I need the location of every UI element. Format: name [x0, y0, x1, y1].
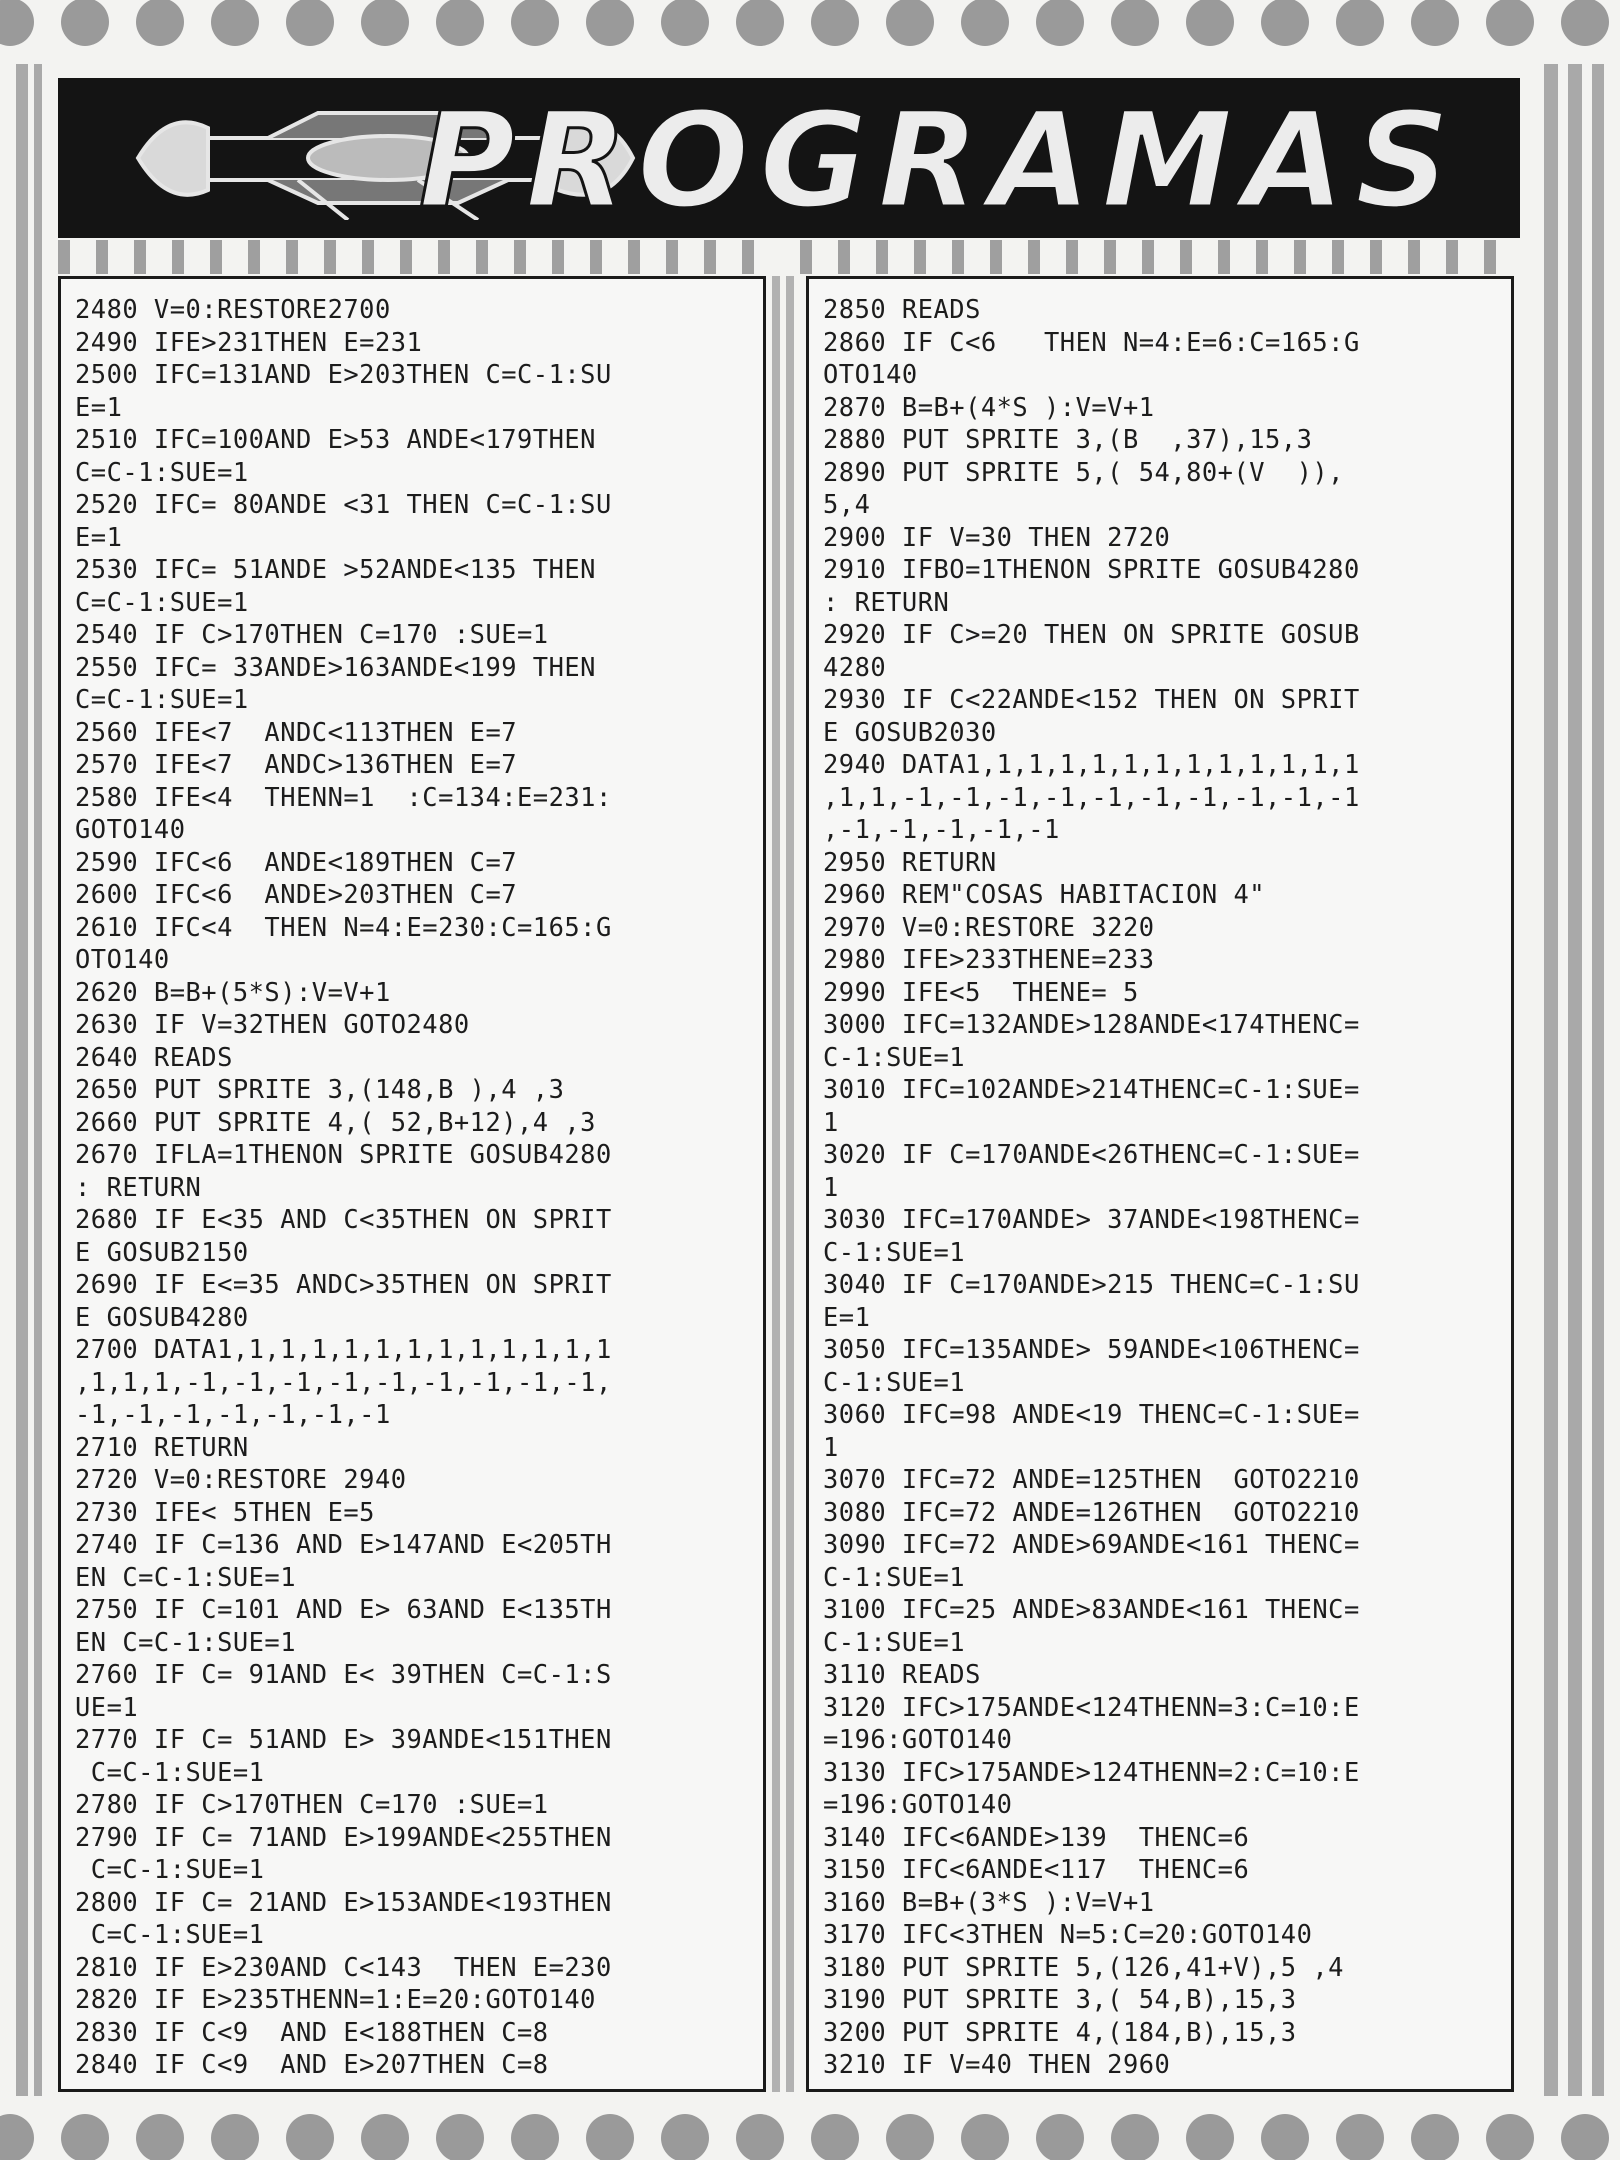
code-line: 2580 IFE<4 THENN=1 :C=134:E=231: [75, 781, 612, 812]
code-line: 2700 DATA1,1,1,1,1,1,1,1,1,1,1,1,1 [75, 1334, 612, 1364]
code-line: 3030 IFC=170ANDE> 37ANDE<198THENC= [823, 1204, 1360, 1234]
code-line: 2900 IF V=30 THEN 2720 [823, 521, 1171, 552]
code-line: 3140 IFC<6ANDE>139 THENC=6 [823, 1821, 1250, 1852]
code-line: 2750 IF C=101 AND E> 63AND E<135TH [75, 1594, 612, 1624]
code-listing-right [806, 276, 1514, 2092]
code-line: =196:GOTO140 [823, 1789, 1013, 1819]
code-line: 2760 IF C= 91AND E< 39THEN C=C-1:S [75, 1659, 612, 1689]
code-line: 2690 IF E<=35 ANDC>35THEN ON SPRIT [75, 1269, 612, 1299]
code-line: C=C-1:SUE=1 [75, 1919, 265, 1949]
code-line: C-1:SUE=1 [823, 1041, 966, 1072]
code-line: OTO140 [75, 944, 170, 974]
code-line: C=C-1:SUE=1 [75, 684, 249, 714]
code-line: 2780 IF C>170THEN C=170 :SUE=1 [75, 1789, 549, 1819]
page-title: PROGRAMAS [418, 84, 1460, 238]
code-line: : RETURN [75, 1171, 202, 1202]
code-line: 3200 PUT SPRITE 4,(184,B),15,3 [823, 2016, 1297, 2047]
code-line: 2870 B=B+(4*S ):V=V+1 [823, 391, 1155, 422]
code-line: 2990 IFE<5 THENE= 5 [823, 976, 1139, 1007]
code-line: 3100 IFC=25 ANDE>83ANDE<161 THENC= [823, 1594, 1360, 1624]
code-line: 3180 PUT SPRITE 5,(126,41+V),5 ,4 [823, 1951, 1344, 1982]
code-line: ,-1,-1,-1,-1,-1 [823, 814, 1060, 844]
code-line: 2660 PUT SPRITE 4,( 52,B+12),4 ,3 [75, 1106, 596, 1137]
code-line: C-1:SUE=1 [823, 1626, 966, 1657]
code-line: 3190 PUT SPRITE 3,( 54,B),15,3 [823, 1984, 1297, 2014]
code-line: EN C=C-1:SUE=1 [75, 1626, 297, 1657]
code-line: E GOSUB2150 [75, 1236, 249, 1267]
code-line: 2570 IFE<7 ANDC>136THEN E=7 [75, 749, 518, 779]
code-line: OTO140 [823, 359, 918, 389]
header-banner [58, 78, 1520, 238]
code-line: 3070 IFC=72 ANDE=125THEN GOTO2210 [823, 1464, 1360, 1494]
code-line: 2740 IF C=136 AND E>147AND E<205TH [75, 1529, 612, 1559]
code-line: EN C=C-1:SUE=1 [75, 1561, 297, 1592]
code-line: 3010 IFC=102ANDE>214THENC=C-1:SUE= [823, 1074, 1360, 1104]
code-line: 2830 IF C<9 AND E<188THEN C=8 [75, 2016, 549, 2047]
code-line: 2550 IFC= 33ANDE>163ANDE<199 THEN [75, 651, 596, 682]
code-line: C-1:SUE=1 [823, 1236, 966, 1267]
code-line: 3020 IF C=170ANDE<26THENC=C-1:SUE= [823, 1139, 1360, 1169]
code-line: 2840 IF C<9 AND E>207THEN C=8 [75, 2049, 549, 2079]
code-line: E=1 [75, 391, 123, 422]
code-line: 2980 IFE>233THENE=233 [823, 944, 1155, 974]
code-line: 2730 IFE< 5THEN E=5 [75, 1496, 375, 1527]
code-line: C-1:SUE=1 [823, 1561, 966, 1592]
code-line: 2490 IFE>231THEN E=231 [75, 326, 423, 357]
code-line: E GOSUB4280 [75, 1301, 249, 1332]
code-line: 3210 IF V=40 THEN 2960 [823, 2049, 1171, 2079]
code-line: -1,-1,-1,-1,-1,-1,-1 [75, 1399, 391, 1429]
code-line: 2820 IF E>235THENN=1:E=20:GOTO140 [75, 1984, 596, 2014]
code-line: 2800 IF C= 21AND E>153ANDE<193THEN [75, 1886, 612, 1917]
code-line: : RETURN [823, 586, 950, 617]
code-line: 3050 IFC=135ANDE> 59ANDE<106THENC= [823, 1334, 1360, 1364]
code-line: C=C-1:SUE=1 [75, 586, 249, 617]
code-line: C=C-1:SUE=1 [75, 1854, 265, 1884]
code-line: 2850 READS [823, 294, 981, 324]
code-line: 3060 IFC=98 ANDE<19 THENC=C-1:SUE= [823, 1399, 1360, 1429]
code-line: 3090 IFC=72 ANDE>69ANDE<161 THENC= [823, 1529, 1360, 1559]
code-line: E=1 [823, 1301, 871, 1332]
code-line: 1 [823, 1106, 839, 1137]
top-dot-border [0, 0, 1620, 64]
code-line: 2590 IFC<6 ANDE<189THEN C=7 [75, 846, 518, 877]
code-line: C-1:SUE=1 [823, 1366, 966, 1397]
right-stripe-border [1544, 64, 1604, 2096]
code-line: 2930 IF C<22ANDE<152 THEN ON SPRIT [823, 684, 1360, 714]
code-line: 2950 RETURN [823, 846, 997, 877]
code-line: 2920 IF C>=20 THEN ON SPRITE GOSUB [823, 619, 1360, 649]
code-line: GOTO140 [75, 814, 186, 844]
code-line: UE=1 [75, 1691, 139, 1722]
code-line: ,1,1,1,-1,-1,-1,-1,-1,-1,-1,-1,-1, [75, 1366, 612, 1397]
code-line: 3130 IFC>175ANDE>124THENN=2:C=10:E [823, 1756, 1360, 1787]
code-line: E=1 [75, 521, 123, 552]
code-line: 2500 IFC=131AND E>203THEN C=C-1:SU [75, 359, 612, 389]
bottom-dot-border [0, 2096, 1620, 2160]
code-line: 2940 DATA1,1,1,1,1,1,1,1,1,1,1,1,1 [823, 749, 1360, 779]
code-line: 3000 IFC=132ANDE>128ANDE<174THENC= [823, 1009, 1360, 1039]
code-line: C=C-1:SUE=1 [75, 456, 249, 487]
code-line: 2650 PUT SPRITE 3,(148,B ),4 ,3 [75, 1074, 565, 1104]
code-line: 2890 PUT SPRITE 5,( 54,80+(V )), [823, 456, 1344, 487]
code-line: 2790 IF C= 71AND E>199ANDE<255THEN [75, 1821, 612, 1852]
code-line: 2910 IFBO=1THENON SPRITE GOSUB4280 [823, 554, 1360, 584]
section-stripes-right [800, 240, 1520, 274]
column-divider [772, 276, 800, 2092]
code-line: 2530 IFC= 51ANDE >52ANDE<135 THEN [75, 554, 596, 584]
code-line: 2880 PUT SPRITE 3,(B ,37),15,3 [823, 424, 1313, 454]
code-line: 2560 IFE<7 ANDC<113THEN E=7 [75, 716, 518, 747]
code-line: 2600 IFC<6 ANDE>203THEN C=7 [75, 879, 518, 909]
code-line: =196:GOTO140 [823, 1724, 1013, 1754]
code-line: 4280 [823, 651, 887, 682]
code-line: 1 [823, 1431, 839, 1462]
code-line: E GOSUB2030 [823, 716, 997, 747]
code-line: 1 [823, 1171, 839, 1202]
code-line: 2640 READS [75, 1041, 233, 1072]
code-line: 2710 RETURN [75, 1431, 249, 1462]
code-line: 2970 V=0:RESTORE 3220 [823, 911, 1155, 942]
code-line: 2620 B=B+(5*S):V=V+1 [75, 976, 391, 1007]
code-line: 3040 IF C=170ANDE>215 THENC=C-1:SU [823, 1269, 1360, 1299]
code-line: 3170 IFC<3THEN N=5:C=20:GOTO140 [823, 1919, 1313, 1949]
code-line: 2670 IFLA=1THENON SPRITE GOSUB4280 [75, 1139, 612, 1169]
code-line: 3150 IFC<6ANDE<117 THENC=6 [823, 1854, 1250, 1884]
code-line: 2810 IF E>230AND C<143 THEN E=230 [75, 1951, 612, 1982]
section-stripes-left [58, 240, 778, 274]
code-line: 3120 IFC>175ANDE<124THENN=3:C=10:E [823, 1691, 1360, 1722]
code-line: C=C-1:SUE=1 [75, 1756, 265, 1787]
code-line: 2680 IF E<35 AND C<35THEN ON SPRIT [75, 1204, 612, 1234]
code-line: 2860 IF C<6 THEN N=4:E=6:C=165:G [823, 326, 1360, 357]
code-line: 3160 B=B+(3*S ):V=V+1 [823, 1886, 1155, 1917]
code-line: 2770 IF C= 51AND E> 39ANDE<151THEN [75, 1724, 612, 1754]
code-line: 5,4 [823, 489, 871, 519]
code-line: 3110 READS [823, 1659, 981, 1689]
code-line: 2960 REM"COSAS HABITACION 4" [823, 879, 1266, 909]
code-line: 2540 IF C>170THEN C=170 :SUE=1 [75, 619, 549, 649]
code-listing-left [58, 276, 766, 2092]
code-line: 2630 IF V=32THEN GOTO2480 [75, 1009, 470, 1039]
code-line: 2510 IFC=100AND E>53 ANDE<179THEN [75, 424, 596, 454]
code-line: 2520 IFC= 80ANDE <31 THEN C=C-1:SU [75, 489, 612, 519]
code-line: 2610 IFC<4 THEN N=4:E=230:C=165:G [75, 911, 612, 942]
code-line: ,1,1,-1,-1,-1,-1,-1,-1,-1,-1,-1,-1 [823, 781, 1360, 812]
code-line: 3080 IFC=72 ANDE=126THEN GOTO2210 [823, 1496, 1360, 1527]
code-line: 2720 V=0:RESTORE 2940 [75, 1464, 407, 1494]
left-stripe-border [16, 64, 42, 2096]
code-line: 2480 V=0:RESTORE2700 [75, 294, 391, 324]
